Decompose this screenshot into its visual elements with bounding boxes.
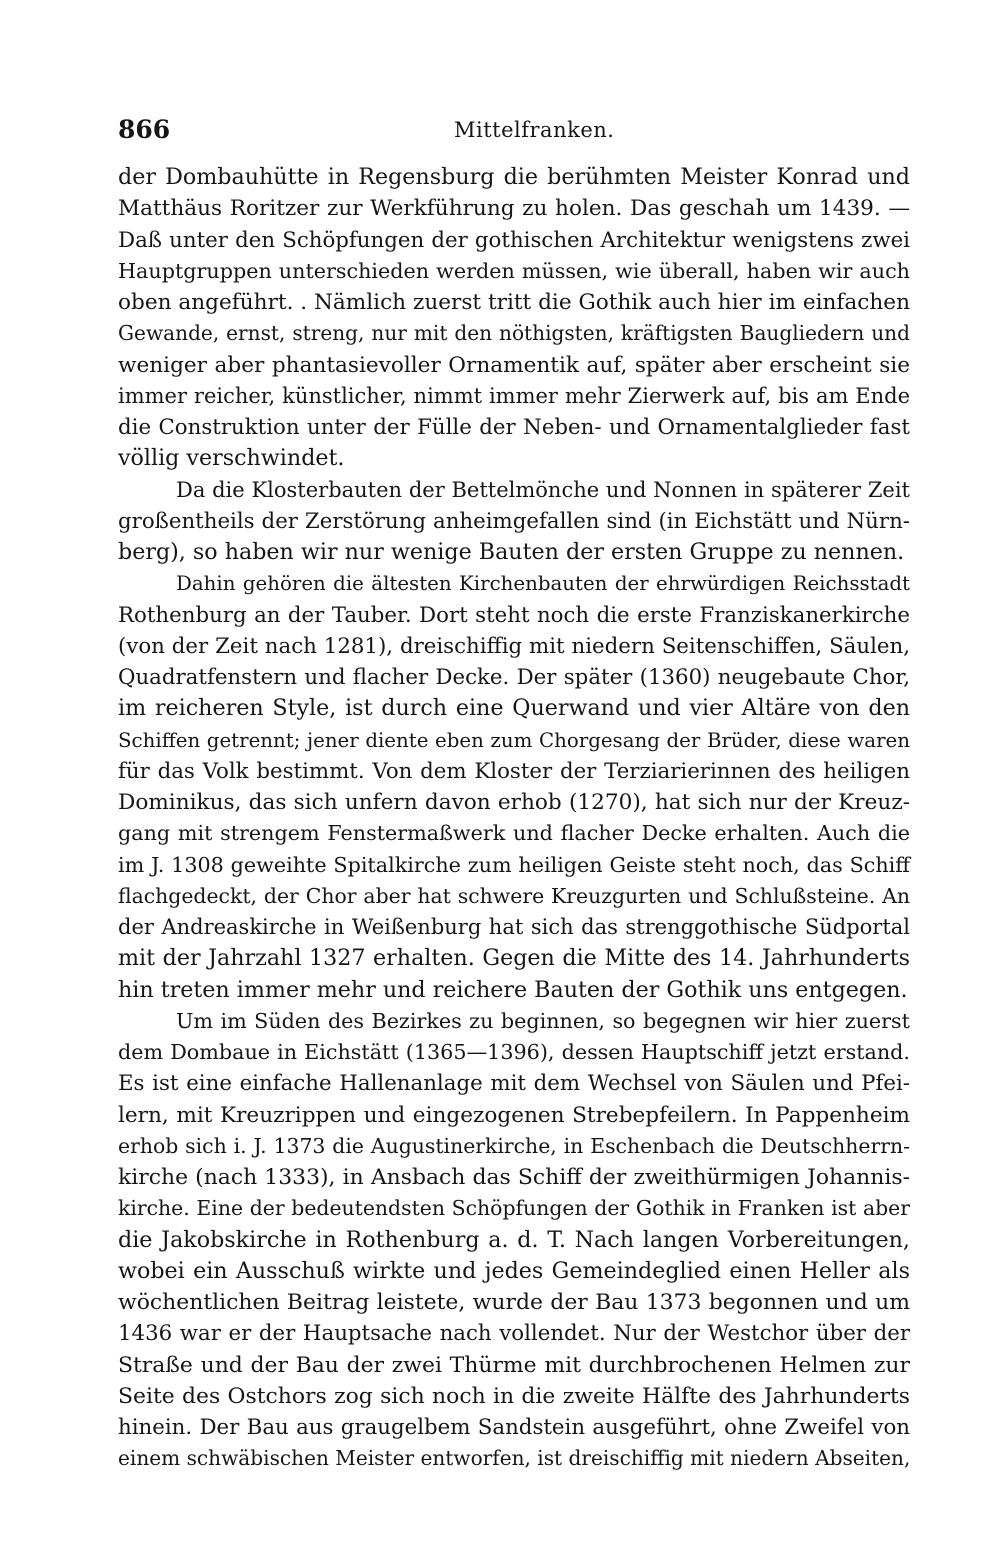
page-header bbox=[118, 110, 910, 150]
paragraph-end-line: völlig verschwindet. bbox=[118, 445, 345, 472]
text-line: Seite des Ostchors zog sich noch in die zweite Hälfte des Jahrhunderts bbox=[118, 1383, 910, 1409]
text-line: erhob sich i. J. 1373 die Augustinerkirche, in Eschenbach die Deutschherrn- bbox=[118, 1133, 910, 1158]
text-line: mit der Jahrzahl 1327 erhalten. Gegen die Mitte des 14. Jahrhunderts bbox=[118, 945, 910, 972]
text-line: Hauptgruppen unterschieden werden müssen, wie überall, haben wir auch bbox=[118, 258, 910, 283]
text-line: kirche (nach 1333), in Ansbach das Schiff der zweithürmigen Johannis- bbox=[118, 1165, 910, 1190]
paragraph-start-line: Dahin gehören die ältesten Kirchenbauten der ehrwürdigen Reichsstadt bbox=[176, 572, 910, 596]
text-line: die Construktion unter der Fülle der Neben- und Ornamentalglieder fast bbox=[118, 415, 910, 440]
paragraph-start-line: Um im Süden des Bezirkes zu beginnen, so begegnen wir hier zuerst bbox=[176, 1008, 910, 1033]
text-line: im reicheren Style, ist durch eine Querwand und vier Altäre von den bbox=[118, 695, 910, 722]
text-line: dem Dombaue in Eichstätt (1365—1396), dessen Hauptschiff jetzt erstand. bbox=[118, 1040, 910, 1064]
text-line: gang mit strengem Fenstermaßwerk und flacher Decke erhalten. Auch die bbox=[118, 821, 910, 846]
text-line: Straße und der Bau der zwei Thürme mit durchbrochenen Helmen zur bbox=[118, 1352, 910, 1378]
text-line: kirche. Eine der bedeutendsten Schöpfungen der Gothik in Franken ist aber bbox=[118, 1196, 910, 1221]
text-line: einem schwäbischen Meister entworfen, ist dreischiffig mit niedern Abseiten, bbox=[118, 1446, 911, 1471]
paragraph-start-line: Da die Klosterbauten der Bettelmönche und Nonnen in späterer Zeit bbox=[176, 477, 910, 502]
text-line: Gewande, ernst, streng, nur mit den nöthigsten, kräftigsten Baugliedern und bbox=[118, 321, 910, 346]
text-line: der Andreaskirche in Weißenburg hat sich das strenggothische Südportal bbox=[118, 915, 910, 939]
paragraph-end-line: berg), so haben wir nur wenige Bauten der ersten Gruppe zu nennen. bbox=[118, 539, 905, 565]
text-line: Daß unter den Schöpfungen der gothischen Architektur wenigstens zwei bbox=[118, 227, 910, 253]
text-line: hinein. Der Bau aus graugelbem Sandstein ausgeführt, ohne Zweifel von bbox=[118, 1415, 910, 1440]
text-line: großentheils der Zerstörung anheimgefallen sind (in Eichstätt und Nürn- bbox=[118, 508, 910, 534]
text-line: Es ist eine einfache Hallenanlage mit dem Wechsel von Säulen und Pfei- bbox=[118, 1071, 910, 1097]
text-line: Rothenburg an der Tauber. Dort steht noch die erste Franziskanerkirche bbox=[118, 602, 910, 628]
text-line: wöchentlichen Beitrag leistete, wurde der Bau 1373 begonnen und um bbox=[118, 1290, 910, 1315]
page-number: 866 bbox=[118, 115, 171, 144]
paragraph-end-line: hin treten immer mehr und reichere Bauten der Gothik uns entgegen. bbox=[118, 976, 908, 1003]
text-line: der Dombauhütte in Regensburg die berühmten Meister Konrad und bbox=[118, 164, 910, 190]
running-head: Mittelfranken. bbox=[454, 118, 615, 142]
text-line: Matthäus Roritzer zur Werkführung zu holen. Das geschah um 1439. — bbox=[118, 196, 910, 222]
text-line: Quadratfenstern und flacher Decke. Der später (1360) neugebaute Chor, bbox=[118, 665, 910, 690]
text-line: lern, mit Kreuzrippen und eingezogenen Strebepfeilern. In Pappenheim bbox=[118, 1102, 910, 1128]
text-line: Dominikus, das sich unfern davon erhob (1270), hat sich nur der Kreuz- bbox=[118, 790, 910, 815]
text-line: wobei ein Ausschuß wirkte und jedes Gemeindeglied einen Heller als bbox=[118, 1257, 910, 1284]
text-line: immer reicher, künstlicher, nimmt immer mehr Zierwerk auf, bis am Ende bbox=[118, 383, 910, 408]
text-line: für das Volk bestimmt. Von dem Kloster der Terziarierinnen des heiligen bbox=[118, 758, 910, 784]
text-line: die Jakobskirche in Rothenburg a. d. T. Nach langen Vorbereitungen, bbox=[118, 1226, 910, 1253]
text-line: weniger aber phantasievoller Ornamentik auf, später aber erscheint sie bbox=[118, 352, 910, 378]
text-line: Schiffen getrennt; jener diente eben zum Chorgesang der Brüder, diese waren bbox=[118, 728, 910, 752]
text-line: 1436 war er der Hauptsache nach vollendet. Nur der Westchor über der bbox=[118, 1321, 910, 1347]
text-line: im J. 1308 geweihte Spitalkirche zum heiligen Geiste steht noch, das Schiff bbox=[118, 852, 910, 877]
text-line: oben angeführt. . Nämlich zuerst tritt die Gothik auch hier im einfachen bbox=[118, 290, 910, 315]
text-line: (von der Zeit nach 1281), dreischiffig mit niedern Seitenschiffen, Säulen, bbox=[118, 633, 910, 659]
body-text bbox=[118, 162, 910, 1475]
text-line: flachgedeckt, der Chor aber hat schwere Kreuzgurten und Schlußsteine. An bbox=[118, 883, 910, 908]
